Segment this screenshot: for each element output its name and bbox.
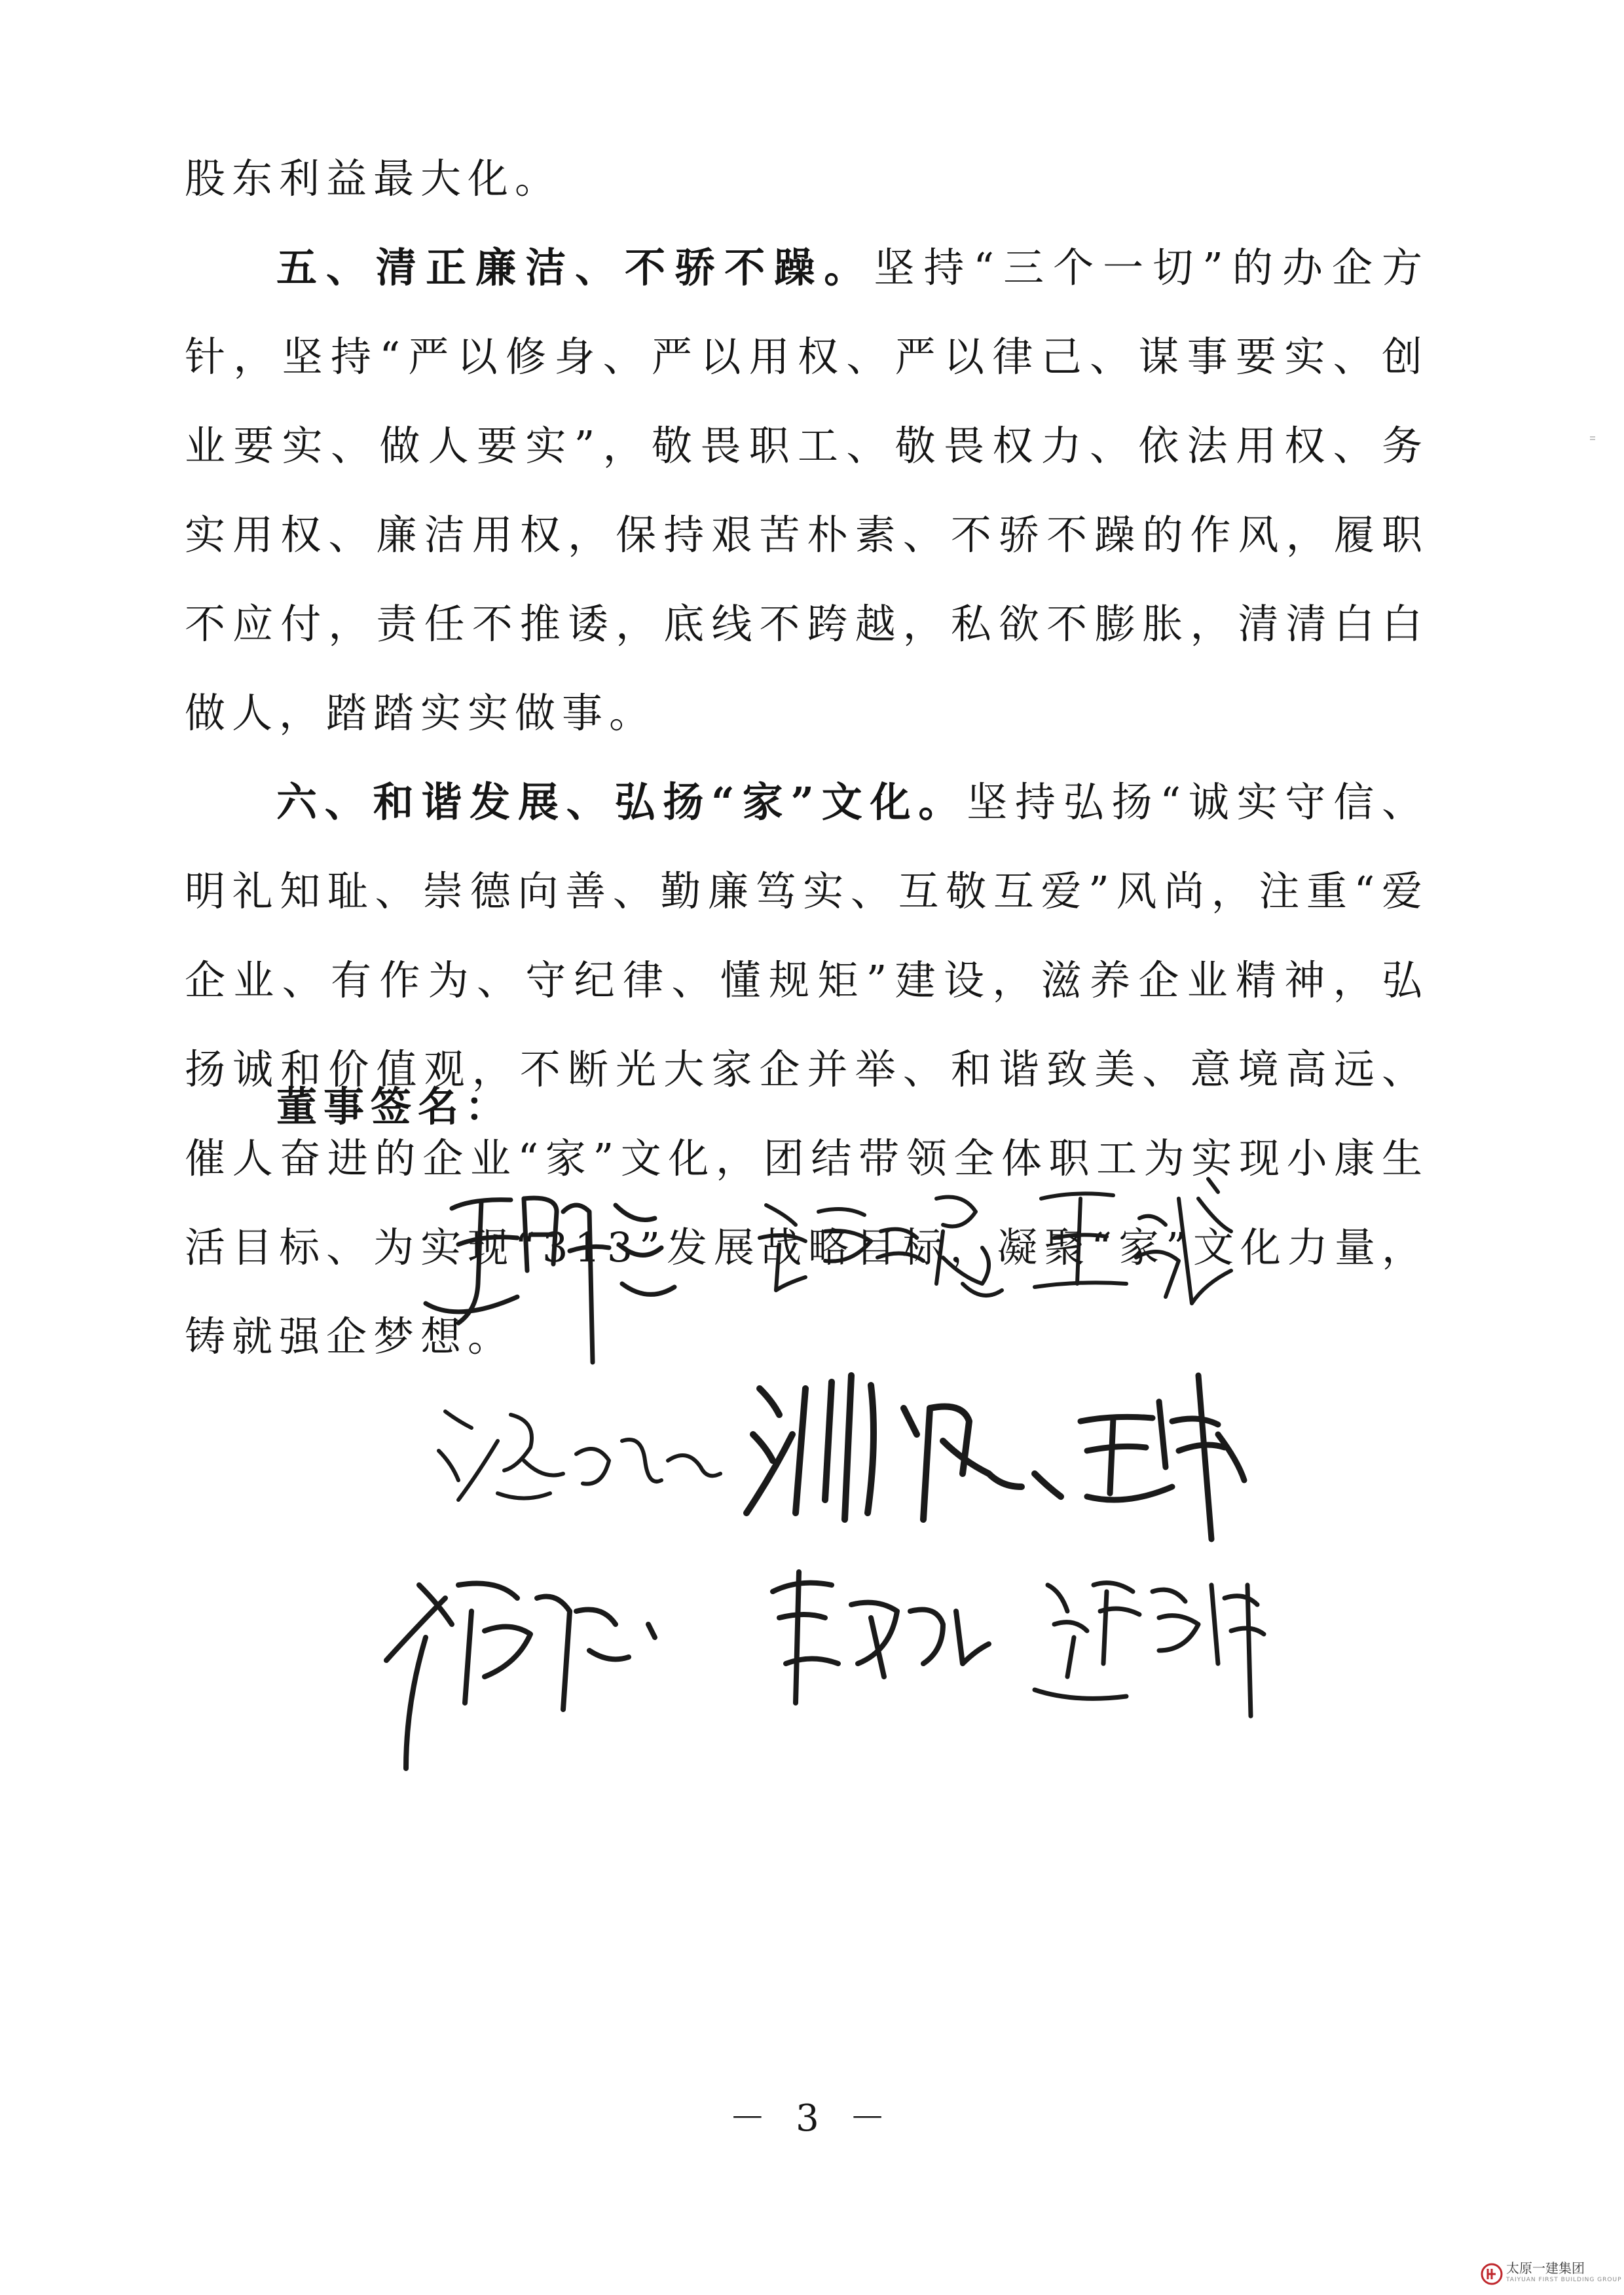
logo-name: 太原一建集团	[1506, 2260, 1585, 2276]
logo-mark-icon	[1488, 2269, 1496, 2279]
section-6-body: 坚持弘扬“诚实守信、明礼知耻、崇德向善、勤廉笃实、互敬互爱”风尚，注重“爱企业、有作为、守纪律、懂规矩”建设，滋养企业精神，弘扬诚和价值观，不断光大家企并举、和谐致美、意境高远、催人奋进的企业“家”文化，团结带领全体职工为实现小康生活目标、为实现“313”发展战略目标，凝聚“家”文化力量，铸就强企梦想。	[185, 778, 1429, 1360]
page-number: － 3 －	[729, 2097, 895, 2140]
logo-subtitle: TAIYUAN FIRST BUILDING GROUP	[1506, 2277, 1622, 2283]
section-5-heading: 五、清正廉洁、不骄不躁。	[276, 244, 874, 291]
section-5-body: 坚持“三个一切”的办企方针，坚持“严以修身、严以用权、严以律己、谋事要实、创业要实、做人要实”，敬畏职工、敬畏权力、依法用权、务实用权、廉洁用权，保持艰苦朴素、不骄不躁的作风，履职不应付，责任不推诿，底线不跨越，私欲不膨胀，清清白白做人，踏踏实实做事。	[185, 244, 1429, 737]
signature-8	[773, 1572, 989, 1703]
section-6-heading: 六、和谐发展、弘扬“家”文化。	[276, 778, 967, 826]
signature-heading: 董事签名：	[276, 1083, 513, 1130]
margin-mark	[1589, 436, 1596, 442]
body-text	[185, 134, 1429, 1381]
signature-7	[386, 1584, 655, 1769]
paragraph-section-6	[185, 758, 1429, 1381]
paragraph-section-5	[185, 223, 1429, 758]
paragraph-line-1: 股东利益最大化。	[185, 155, 563, 202]
signature-4	[439, 1411, 720, 1500]
signature-5	[747, 1375, 1061, 1520]
signature-6	[1080, 1375, 1244, 1539]
signature-9	[1035, 1583, 1264, 1716]
